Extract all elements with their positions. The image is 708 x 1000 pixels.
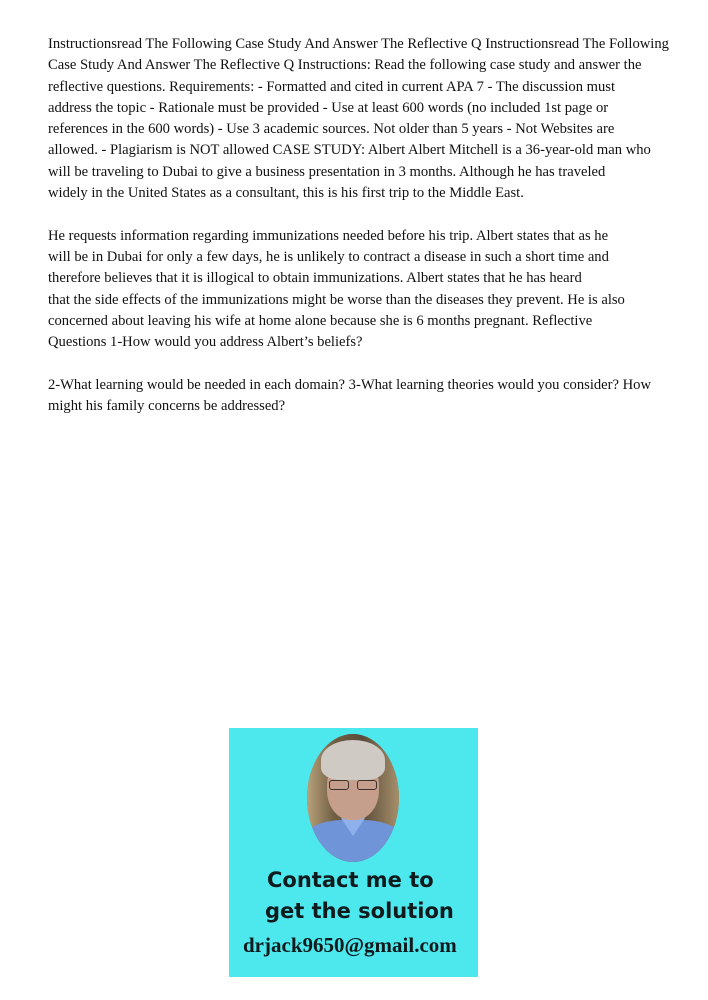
person-portrait-icon (307, 734, 399, 862)
contact-heading-line-1: Contact me to (267, 868, 434, 892)
paragraph-spacer (48, 204, 673, 225)
text-line: Case Study And Answer The Reflective Q Instructions: Read the following case study and answer the (48, 57, 642, 74)
text-line: will be traveling to Dubai to give a business presentation in 3 months. Although he has traveled (48, 163, 606, 180)
text-line: 2-What learning would be needed in each domain? 3-What learning theories would you consider? How (48, 376, 652, 393)
text-line: address the topic - Rationale must be provided - Use at least 600 words (no included 1st page or (48, 99, 609, 116)
text-line: references in the 600 words) - Use 3 academic sources. Not older than 5 years - Not Websites are (48, 121, 615, 138)
paragraph-questions (48, 375, 673, 418)
text-line: He requests information regarding immunizations needed before his trip. Albert states that as he (48, 227, 609, 244)
contact-banner[interactable] (229, 728, 478, 977)
paragraph-case-details (48, 226, 673, 354)
text-line: allowed. - Plagiarism is NOT allowed CASE STUDY: Albert Albert Mitchell is a 36-year-old man who (48, 142, 651, 159)
text-line: reflective questions. Requirements: - Formatted and cited in current APA 7 - The discussion must (48, 78, 616, 95)
text-line: might his family concerns be addressed? (48, 398, 286, 415)
contact-email[interactable]: drjack9650@gmail.com (243, 933, 457, 957)
text-line: will be in Dubai for only a few days, he is unlikely to contract a disease in such a short time and (48, 248, 609, 265)
text-line: Instructionsread The Following Case Study And Answer The Reflective Q Instructionsread The Following (48, 36, 669, 52)
paragraph-instructions (48, 34, 673, 204)
document-body (48, 34, 673, 417)
text-line: that the side effects of the immunizations might be worse than the diseases they prevent. He is also (48, 291, 625, 308)
text-line: widely in the United States as a consultant, this is his first trip to the Middle East. (48, 185, 524, 202)
contact-heading-line-2: get the solution (265, 899, 454, 923)
text-line: Questions 1-How would you address Albert’s beliefs? (48, 334, 363, 351)
paragraph-spacer (48, 353, 673, 374)
text-line: concerned about leaving his wife at home alone because she is 6 months pregnant. Reflective (48, 312, 593, 329)
text-line: therefore believes that it is illogical to obtain immunizations. Albert states that he has heard (48, 270, 582, 287)
